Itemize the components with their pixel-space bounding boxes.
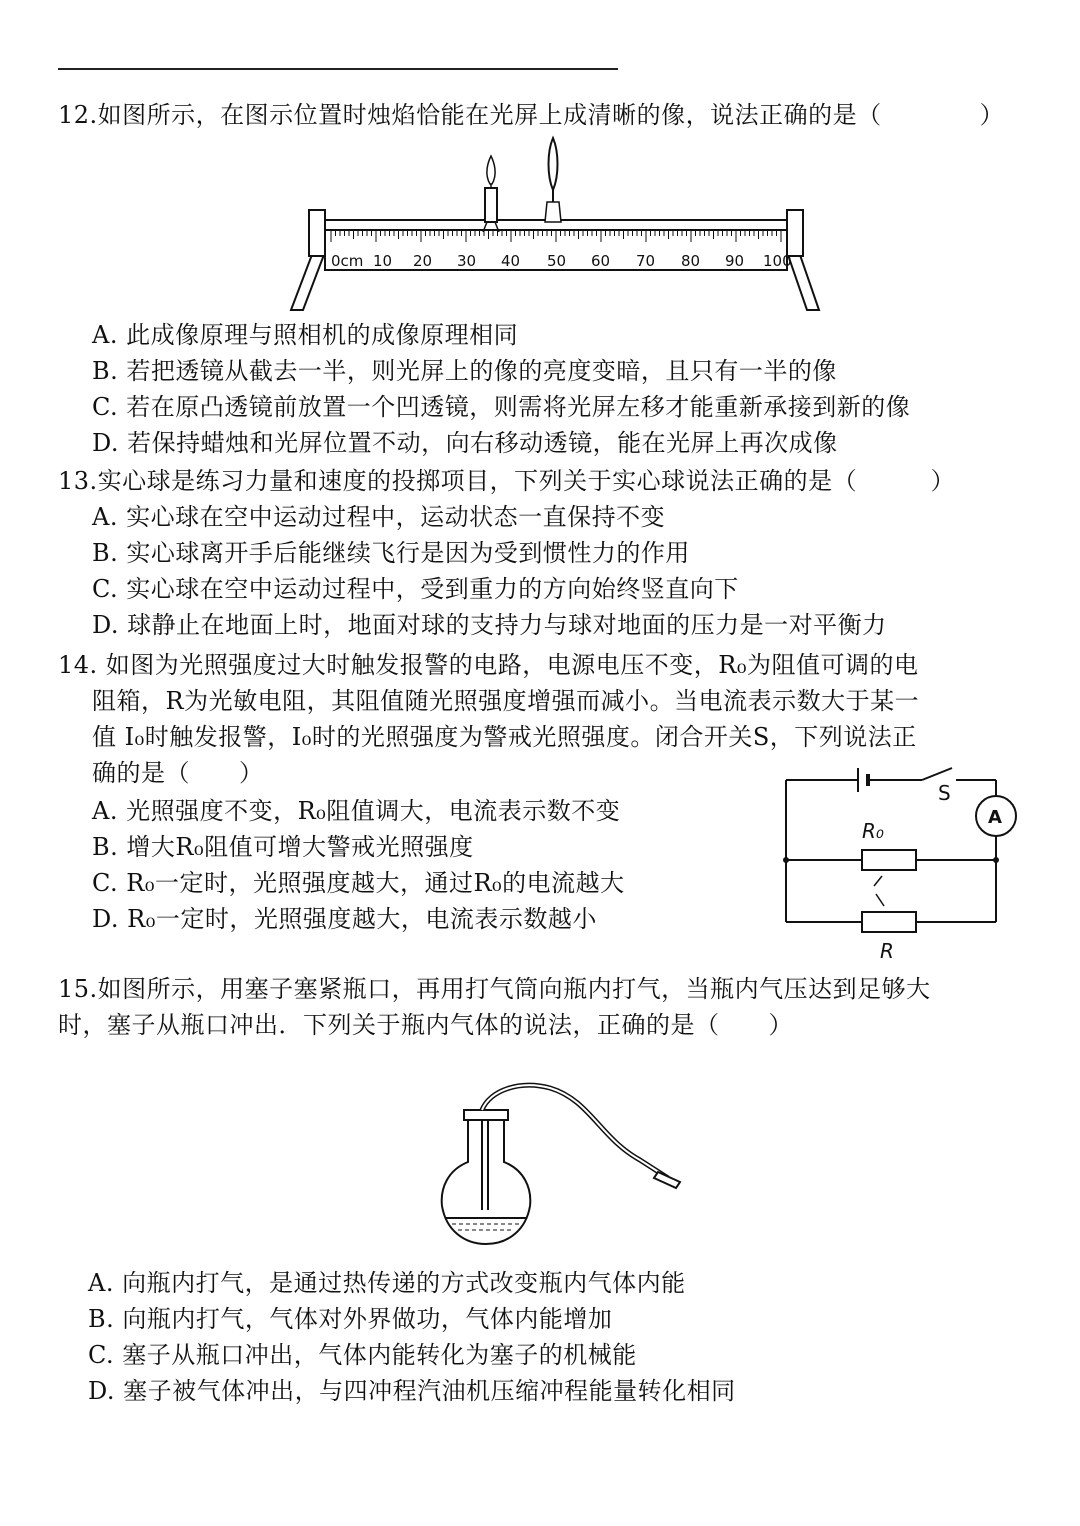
ruler-label-90: 90	[725, 252, 745, 270]
q12-option-d: D. 若保持蜡烛和光屏位置不动，向右移动透镜，能在光屏上再次成像	[92, 429, 838, 457]
q13-option-d: D. 球静止在地面上时，地面对球的支持力与球对地面的压力是一对平衡力	[92, 611, 887, 639]
flask-icon	[442, 1118, 531, 1244]
q14-stem-line-2: 阻箱，R为光敏电阻，其阻值随光照强度增强而减小。当电流表示数大于某一	[92, 687, 920, 715]
q12-stem: 12.如图所示，在图示位置时烛焰恰能在光屏上成清晰的像，说法正确的是（ ）	[58, 101, 1005, 129]
ruler-label-80: 80	[681, 252, 701, 270]
ruler-label-10: 10	[373, 252, 393, 270]
switch-label: S	[938, 781, 951, 805]
q15-option-d: D. 塞子被气体冲出，与四冲程汽油机压缩冲程能量转化相同	[88, 1377, 736, 1405]
q13-option-c: C. 实心球在空中运动过程中，受到重力的方向始终竖直向下	[92, 575, 739, 603]
top-rule	[58, 68, 618, 70]
q12-option-b: B. 若把透镜从截去一半，则光屏上的像的亮度变暗，且只有一半的像	[92, 357, 837, 385]
q15-stem-line-2: 时，塞子从瓶口冲出．下列关于瓶内气体的说法，正确的是（ ）	[58, 1011, 793, 1039]
r-label: R	[880, 939, 894, 963]
q13-option-a: A. 实心球在空中运动过程中，运动状态一直保持不变	[92, 503, 666, 531]
ruler-label-0: 0cm	[331, 252, 364, 270]
ammeter-label: A	[988, 807, 1002, 828]
ruler-label-20: 20	[413, 252, 433, 270]
candle-icon	[483, 156, 499, 232]
q14-stem-line-4: 确的是（ ）	[92, 759, 264, 787]
r0-label: R₀	[862, 819, 884, 843]
q12-option-a: A. 此成像原理与照相机的成像原理相同	[92, 321, 519, 349]
ruler-label-70: 70	[636, 252, 656, 270]
ruler-label-100: 100	[763, 252, 792, 270]
bench-left-post	[309, 210, 325, 256]
q15-option-b: B. 向瓶内打气，气体对外界做功，气体内能增加	[88, 1305, 613, 1333]
bench-right-post	[787, 210, 803, 256]
q14-option-d: D. R₀一定时，光照强度越大，电流表示数越小	[92, 905, 597, 933]
q14-option-c: C. R₀一定时，光照强度越大，通过R₀的电流越大	[92, 869, 625, 897]
q13-stem: 13.实心球是练习力量和速度的投掷项目，下列关于实心球说法正确的是（ ）	[58, 467, 956, 495]
bench-left-leg	[291, 252, 325, 310]
q15-flask-pump-figure	[430, 1078, 690, 1248]
bench-right-leg	[787, 252, 819, 310]
ruler-label-30: 30	[457, 252, 477, 270]
ruler-label-50: 50	[547, 252, 567, 270]
q14-option-a: A. 光照强度不变，R₀阻值调大，电流表示数不变	[92, 797, 621, 825]
q13-option-b: B. 实心球离开手后能继续飞行是因为受到惯性力的作用	[92, 539, 690, 567]
q12-optical-bench-figure	[285, 132, 825, 322]
resistor-r0	[862, 850, 916, 870]
ruler-label-60: 60	[591, 252, 611, 270]
q15-option-c: C. 塞子从瓶口冲出，气体内能转化为塞子的机械能	[88, 1341, 637, 1369]
stopper-icon	[464, 1110, 508, 1120]
q15-option-a: A. 向瓶内打气，是通过热传递的方式改变瓶内气体内能	[88, 1269, 686, 1297]
q14-circuit-diagram	[770, 766, 1030, 966]
ruler-label-40: 40	[501, 252, 521, 270]
convex-lens-icon	[545, 138, 561, 222]
switch-blade	[922, 768, 952, 780]
q14-stem-line-1: 14. 如图为光照强度过大时触发报警的电路，电源电压不变，R₀为阻值可调的电	[58, 651, 919, 679]
q14-stem-line-3: 值 I₀时触发报警，I₀时的光照强度为警戒光照强度。闭合开关S，下列说法正	[92, 723, 917, 751]
q15-stem-line-1: 15.如图所示，用塞子塞紧瓶口，再用打气筒向瓶内打气，当瓶内气压达到足够大	[58, 975, 931, 1003]
q12-option-c: C. 若在原凸透镜前放置一个凹透镜，则需将光屏左移才能重新承接到新的像	[92, 393, 911, 421]
photoresistor-r	[862, 912, 916, 932]
q14-option-b: B. 增大R₀阻值可增大警戒光照强度	[92, 833, 474, 861]
